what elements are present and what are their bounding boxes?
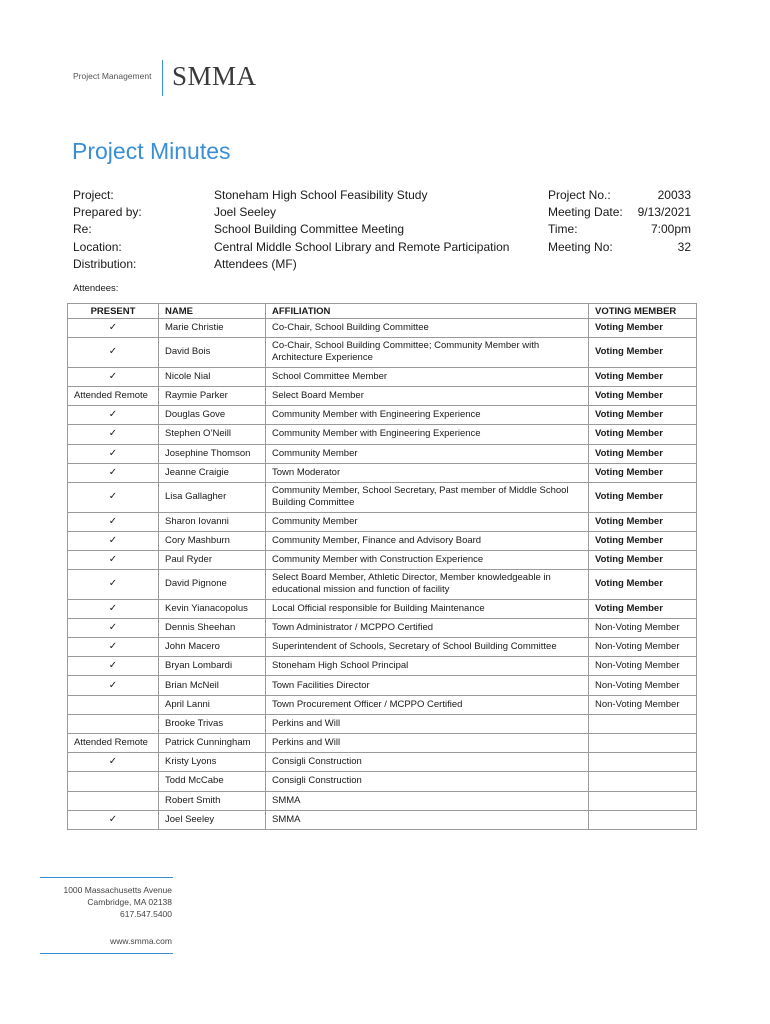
voting-status	[589, 791, 697, 810]
present-check-icon: ✓	[68, 638, 159, 657]
value-distribution: Attendees (MF)	[214, 256, 297, 271]
page-title: Project Minutes	[72, 138, 231, 164]
attendee-name: Bryan Lombardi	[159, 657, 266, 676]
attendees-table-body	[68, 319, 697, 830]
voting-status: Voting Member	[589, 386, 697, 405]
voting-status: Non-Voting Member	[589, 657, 697, 676]
label-distribution: Distribution:	[73, 256, 137, 271]
attendee-affiliation: Superintendent of Schools, Secretary of School Building Committee	[266, 638, 589, 657]
table-row	[68, 695, 697, 714]
table-row	[68, 406, 697, 425]
table-row	[68, 482, 697, 512]
table-row	[68, 618, 697, 637]
attendee-name: David Bois	[159, 338, 266, 368]
attendee-name: Brooke Trivas	[159, 714, 266, 733]
header-department: Project Management	[73, 71, 152, 81]
present-check-icon: ✓	[68, 810, 159, 829]
attendee-affiliation: SMMA	[266, 791, 589, 810]
value-re: School Building Committee Meeting	[214, 222, 405, 237]
attendee-affiliation: Perkins and Will	[266, 714, 589, 733]
attendee-name: John Macero	[159, 638, 266, 657]
header-divider	[162, 60, 163, 96]
attendee-affiliation: Select Board Member, Athletic Director, Member knowledgeable in educational mission and function of facility	[266, 570, 589, 600]
attendee-name: Patrick Cunningham	[159, 733, 266, 752]
footer-address	[40, 884, 172, 920]
value-prepared-by: Joel Seeley	[214, 205, 277, 220]
table-row	[68, 753, 697, 772]
attendee-name: Marie Christie	[159, 319, 266, 338]
present-check-icon: ✓	[68, 676, 159, 695]
project-info-values	[214, 187, 509, 273]
voting-status	[589, 733, 697, 752]
present-check-icon: ✓	[68, 406, 159, 425]
attendee-name: David Pignone	[159, 570, 266, 600]
present-check-icon: ✓	[68, 570, 159, 600]
voting-status: Non-Voting Member	[589, 638, 697, 657]
value-location: Central Middle School Library and Remote Participation	[214, 239, 510, 254]
attendee-name: Paul Ryder	[159, 550, 266, 569]
header-voting: VOTING MEMBER	[589, 304, 697, 319]
present-check-icon: ✓	[68, 599, 159, 618]
voting-status: Voting Member	[589, 531, 697, 550]
attendee-affiliation: Community Member with Engineering Experience	[266, 425, 589, 444]
value-project: Stoneham High School Feasibility Study	[214, 188, 428, 202]
table-row	[68, 338, 697, 368]
label-re: Re:	[73, 222, 92, 237]
present-check-icon: ✓	[68, 425, 159, 444]
table-row	[68, 367, 697, 386]
attendee-affiliation: Community Member, School Secretary, Past member of Middle School Building Committee	[266, 482, 589, 512]
attendee-name: Lisa Gallagher	[159, 482, 266, 512]
present-status	[68, 714, 159, 733]
attendee-affiliation: Community Member with Engineering Experience	[266, 406, 589, 425]
voting-status: Non-Voting Member	[589, 618, 697, 637]
attendee-name: Kevin Yianacopolus	[159, 599, 266, 618]
attendees-table	[67, 303, 697, 830]
present-status	[68, 772, 159, 791]
attendee-affiliation: Co-Chair, School Building Committee	[266, 319, 589, 338]
voting-status: Voting Member	[589, 599, 697, 618]
table-row	[68, 733, 697, 752]
table-row	[68, 444, 697, 463]
table-row	[68, 638, 697, 657]
voting-status	[589, 772, 697, 791]
attendee-name: Jeanne Craigie	[159, 463, 266, 482]
attendee-affiliation: Town Procurement Officer / MCPPO Certified	[266, 695, 589, 714]
attendee-affiliation: Select Board Member	[266, 386, 589, 405]
table-row	[68, 599, 697, 618]
present-status: Attended Remote	[68, 733, 159, 752]
attendee-name: Robert Smith	[159, 791, 266, 810]
attendee-name: Raymie Parker	[159, 386, 266, 405]
value-meeting-no: 32	[677, 239, 691, 254]
footer-rule-top	[40, 877, 173, 878]
voting-status: Non-Voting Member	[589, 676, 697, 695]
address-line-2: Cambridge, MA 02138	[87, 897, 172, 907]
table-row	[68, 425, 697, 444]
attendee-name: Sharon Iovanni	[159, 512, 266, 531]
attendee-affiliation: Community Member, Finance and Advisory Board	[266, 531, 589, 550]
voting-status: Voting Member	[589, 406, 697, 425]
value-time: 7:00pm	[650, 222, 691, 237]
table-row	[68, 386, 697, 405]
phone-number: 617.547.5400	[120, 909, 172, 919]
table-header-row	[68, 304, 697, 319]
table-row	[68, 463, 697, 482]
address-line-1: 1000 Massachusetts Avenue	[63, 885, 172, 895]
voting-status	[589, 810, 697, 829]
voting-status: Voting Member	[589, 512, 697, 531]
table-row	[68, 570, 697, 600]
present-check-icon: ✓	[68, 482, 159, 512]
meeting-meta-values	[620, 187, 691, 256]
voting-status: Voting Member	[589, 482, 697, 512]
table-row	[68, 772, 697, 791]
attendee-name: Douglas Gove	[159, 406, 266, 425]
present-check-icon: ✓	[68, 753, 159, 772]
voting-status: Non-Voting Member	[589, 695, 697, 714]
table-row	[68, 319, 697, 338]
voting-status: Voting Member	[589, 338, 697, 368]
voting-status: Voting Member	[589, 550, 697, 569]
attendee-affiliation: SMMA	[266, 810, 589, 829]
present-status	[68, 791, 159, 810]
table-row	[68, 810, 697, 829]
attendee-affiliation: Consigli Construction	[266, 753, 589, 772]
table-row	[68, 512, 697, 531]
label-prepared-by: Prepared by:	[73, 205, 142, 220]
attendee-affiliation: Town Moderator	[266, 463, 589, 482]
voting-status: Voting Member	[589, 425, 697, 444]
attendee-affiliation: Community Member with Construction Experience	[266, 550, 589, 569]
attendee-affiliation: Community Member	[266, 444, 589, 463]
label-meeting-no: Meeting No:	[548, 239, 613, 254]
table-row	[68, 657, 697, 676]
attendee-affiliation: Town Facilities Director	[266, 676, 589, 695]
voting-status	[589, 714, 697, 733]
present-check-icon: ✓	[68, 550, 159, 569]
header-name: NAME	[159, 304, 266, 319]
table-row	[68, 550, 697, 569]
attendee-name: Brian McNeil	[159, 676, 266, 695]
attendees-label: Attendees:	[73, 283, 119, 294]
present-check-icon: ✓	[68, 319, 159, 338]
attendee-name: Stephen O’Neill	[159, 425, 266, 444]
voting-status: Voting Member	[589, 319, 697, 338]
present-status	[68, 695, 159, 714]
present-check-icon: ✓	[68, 338, 159, 368]
attendee-affiliation: Stoneham High School Principal	[266, 657, 589, 676]
attendee-affiliation: Town Administrator / MCPPO Certified	[266, 618, 589, 637]
attendee-name: Cory Mashburn	[159, 531, 266, 550]
present-check-icon: ✓	[68, 512, 159, 531]
attendee-affiliation: Perkins and Will	[266, 733, 589, 752]
attendee-name: Todd McCabe	[159, 772, 266, 791]
table-row	[68, 791, 697, 810]
present-check-icon: ✓	[68, 463, 159, 482]
label-project-no: Project No.:	[548, 188, 611, 202]
meeting-meta-labels	[548, 187, 623, 256]
table-row	[68, 676, 697, 695]
label-meeting-date: Meeting Date:	[548, 205, 623, 220]
attendee-name: Kristy Lyons	[159, 753, 266, 772]
attendee-affiliation: School Committee Member	[266, 367, 589, 386]
voting-status: Voting Member	[589, 444, 697, 463]
present-check-icon: ✓	[68, 531, 159, 550]
project-info-labels	[73, 187, 142, 273]
attendee-affiliation: Consigli Construction	[266, 772, 589, 791]
value-project-no: 20033	[657, 188, 691, 202]
voting-status: Voting Member	[589, 570, 697, 600]
present-check-icon: ✓	[68, 657, 159, 676]
footer-website: www.smma.com	[110, 936, 172, 946]
attendee-name: Dennis Sheehan	[159, 618, 266, 637]
label-location: Location:	[73, 239, 122, 254]
attendee-name: Joel Seeley	[159, 810, 266, 829]
label-time: Time:	[548, 222, 578, 237]
present-check-icon: ✓	[68, 367, 159, 386]
attendee-affiliation: Local Official responsible for Building Maintenance	[266, 599, 589, 618]
voting-status: Voting Member	[589, 463, 697, 482]
label-project: Project:	[73, 188, 114, 202]
smma-logo: SMMA	[172, 61, 257, 91]
voting-status: Voting Member	[589, 367, 697, 386]
header-affiliation: AFFILIATION	[266, 304, 589, 319]
attendee-name: Josephine Thomson	[159, 444, 266, 463]
table-row	[68, 714, 697, 733]
attendee-name: Nicole Nial	[159, 367, 266, 386]
attendee-affiliation: Co-Chair, School Building Committee; Community Member with Architecture Experience	[266, 338, 589, 368]
footer-rule-bottom	[40, 953, 173, 954]
attendee-affiliation: Community Member	[266, 512, 589, 531]
present-status: Attended Remote	[68, 386, 159, 405]
header-present: PRESENT	[68, 304, 159, 319]
table-row	[68, 531, 697, 550]
present-check-icon: ✓	[68, 618, 159, 637]
present-check-icon: ✓	[68, 444, 159, 463]
voting-status	[589, 753, 697, 772]
value-meeting-date: 9/13/2021	[637, 205, 691, 220]
attendee-name: April Lanni	[159, 695, 266, 714]
